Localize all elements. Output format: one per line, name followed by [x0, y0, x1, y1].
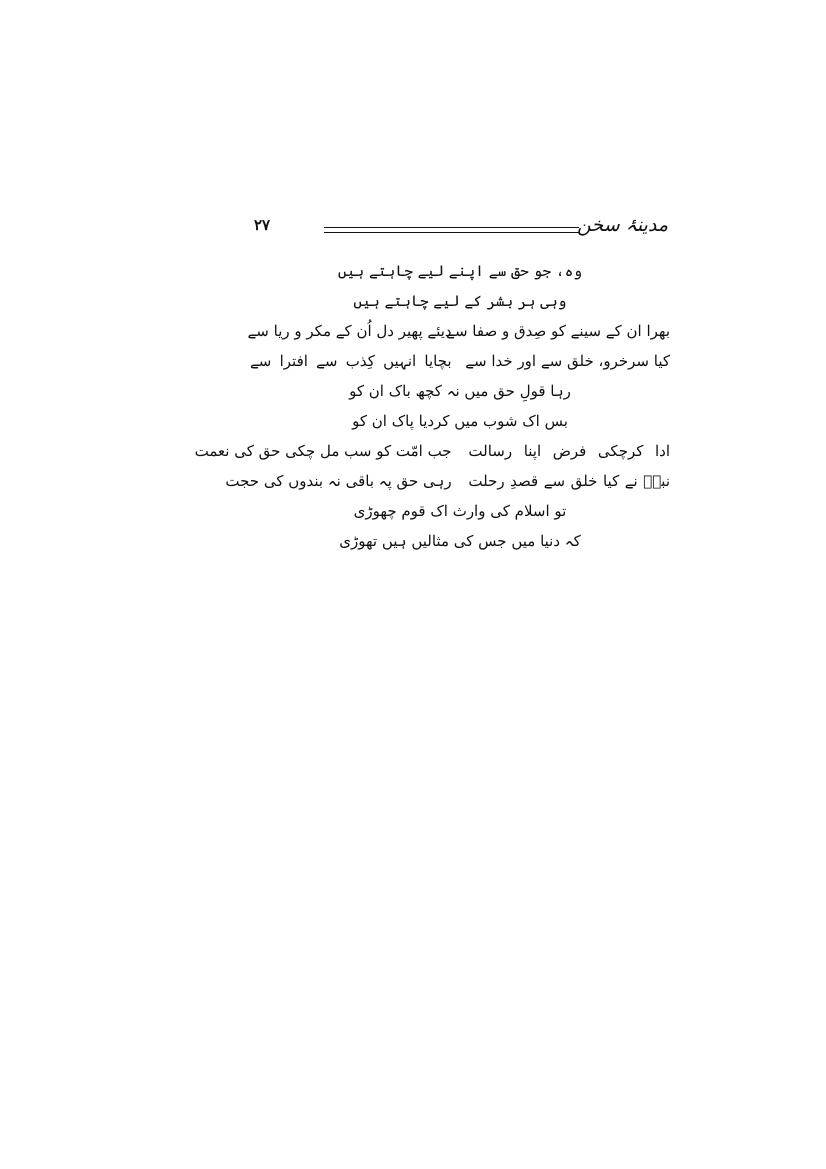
hemistich-left: رہی حق پہ باقی نہ بندوں کی حجت [225, 472, 452, 490]
couplet-line [225, 466, 670, 496]
hemistich-right: ادا کرچکی فرض اپنا رسالت [468, 442, 670, 460]
book-title: مدینۂ سخن [577, 214, 668, 236]
hemistich-right: نبیؐ نے کیا خلق سے قصدِ رحلت [468, 472, 670, 490]
hemistich-right: کیا سرخرو، خلق سے اور خدا سے [465, 352, 670, 370]
running-header [250, 214, 670, 244]
hemistich-right: بھرا ان کے سینے کو صِدق و صفا سے [446, 322, 670, 340]
verse-line: بس اک شوب میں کردیا پاک ان کو [352, 412, 568, 430]
couplet-line [250, 346, 670, 376]
verse-line: تو اسلام کی وارث اک قوم چھوڑی [353, 502, 567, 520]
couplet-line [247, 316, 670, 346]
verse-line: رہا قولِ حق میں نہ کچھ باک ان کو [349, 382, 571, 400]
hemistich-left: جب امّت کو سب مل چکی حق کی نعمت [194, 442, 452, 460]
hemistich-left: بچایا انہیں کِذب سے افترا سے [250, 352, 452, 370]
hemistich-left: دیئے پھیر دل اُن کے مکر و ریا سے [247, 322, 452, 340]
verse-line: کہ دنیا میں جس کی مثالیں ہیں تھوڑی [339, 532, 581, 550]
header-double-rule [324, 227, 579, 233]
couplet-line [194, 436, 670, 466]
verse-line: وہی ہر بشر کے لیے چاہتے ہیں [353, 292, 567, 310]
poem-body [194, 256, 670, 556]
verse-line: وہ، جو حق سے اپنے لیے چاہتے ہیں [337, 262, 583, 280]
page-number: ۲۷ [254, 216, 271, 234]
